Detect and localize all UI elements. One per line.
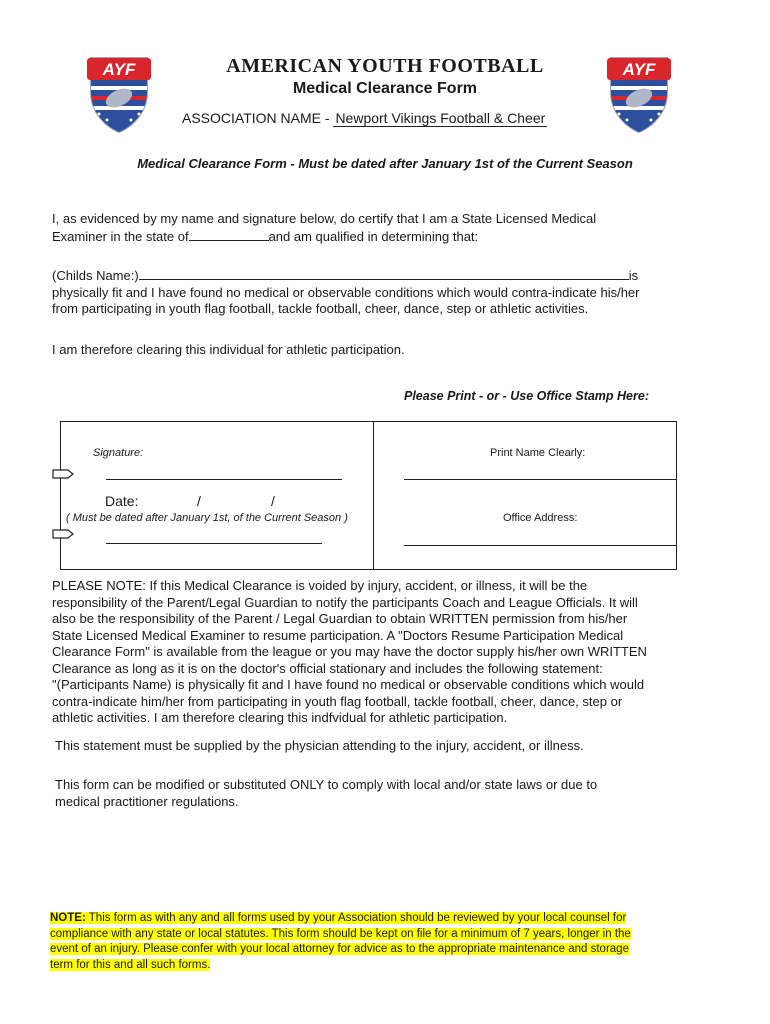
date-label: Date: (105, 493, 139, 509)
legal-line: compliance with any state or local statutes. This form should be kept on file for a minimum of 7 years, longer in the (50, 927, 631, 940)
clearing-statement: I am therefore clearing this individual for athletic participation. (52, 342, 405, 357)
signature-field[interactable] (106, 479, 342, 480)
logo-text: AYF (622, 60, 656, 79)
please-note-line: Clearance as long as it is on the doctor's official stationary and includes the following statement: (52, 660, 603, 676)
date-separator-1: / (197, 493, 201, 509)
please-note-line: Clearance Form" is available from the league or you may have the doctor supply his/her own WRITTEN (52, 644, 647, 659)
legal-note-label: NOTE: (50, 912, 86, 924)
certify-paragraph (52, 211, 732, 245)
date-note: ( Must be dated after January 1st, of the Current Season ) (66, 512, 348, 524)
date-separator-2: / (271, 493, 275, 509)
legal-line: term for this and all such forms. (50, 958, 211, 971)
office-address-field[interactable] (404, 545, 676, 546)
legal-note (50, 911, 690, 973)
child-name-field[interactable] (139, 267, 629, 280)
tab-marker-icon (52, 469, 74, 479)
office-address-label: Office Address: (503, 512, 578, 524)
child-line-2: physically fit and I have found no medical or observable conditions which would contra-indicate his/her (52, 284, 640, 300)
signature-box (60, 421, 677, 570)
box-divider (373, 421, 374, 570)
modify-paragraph (55, 777, 695, 810)
print-name-label: Print Name Clearly: (490, 447, 586, 459)
form-title: Medical Clearance Form (292, 80, 478, 97)
association-label: ASSOCIATION NAME - (182, 110, 334, 126)
form-org-title: AMERICAN YOUTH FOOTBALL (226, 55, 544, 77)
please-note-line: PLEASE NOTE: If this Medical Clearance is voided by injury, accident, or illness, it will be the (52, 578, 588, 593)
child-paragraph (52, 267, 732, 318)
modify-line: This form can be modified or substituted ONLY to comply with local and/or state laws or due to (55, 777, 598, 792)
please-note-line: contra-indicate him/her from participating in youth flag football, tackle football, cheer, dance, step or (52, 693, 623, 709)
certify-line-1: I, as evidenced by my name and signature below, do certify that I am a State Licensed Medical (52, 211, 597, 226)
child-line-1: (Childs Name:) is (52, 268, 639, 283)
please-note-line: athletic activities. I am therefore clearing this indfvidual for athletic participation. (52, 710, 508, 725)
legal-line: This form as with any and all forms used by your Association should be reviewed by your local counsel for (85, 912, 627, 924)
please-note-line: "(Participants Name) is physically fit and I have found no medical or observable conditions which would (52, 677, 645, 692)
stamp-header: Please Print - or - Use Office Stamp Here: (404, 389, 649, 403)
print-name-field[interactable] (404, 479, 676, 480)
association-name-field[interactable]: Newport Vikings Football & Cheer (335, 110, 546, 126)
tab-marker-icon (52, 529, 74, 539)
please-note-line: also be the responsibility of the Parent / Legal Guardian to obtain WRITTEN permission from his/her (52, 611, 628, 626)
date-field[interactable] (106, 543, 322, 544)
child-line-3: from participating in youth flag football, tackle football, cheer, dance, step or athletic activities. (52, 301, 589, 316)
please-note-line: responsibility of the Parent/Legal Guardian to notify the participants Coach and League Officials. It will (52, 594, 638, 610)
state-field[interactable] (189, 228, 269, 241)
please-note-line: State Licensed Medical Examiner to resume participation. A "Doctors Resume Participation Medical (52, 627, 624, 643)
signature-label: Signature: (93, 447, 144, 459)
certify-line-2: Examiner in the state of and am qualified in determining that: (52, 228, 479, 244)
subheading: Medical Clearance Form - Must be dated after January 1st of the Current Season (137, 156, 633, 171)
logo-text: AYF (102, 60, 136, 79)
please-note-paragraph (52, 578, 692, 727)
physician-statement: This statement must be supplied by the physician attending to the injury, accident, or illness. (55, 738, 584, 753)
modify-line: medical practitioner regulations. (55, 793, 239, 809)
association-row (182, 110, 547, 127)
legal-line: event of an injury. Please confer with your local attorney for advice as to the appropriate maintenance and storage (50, 943, 629, 955)
